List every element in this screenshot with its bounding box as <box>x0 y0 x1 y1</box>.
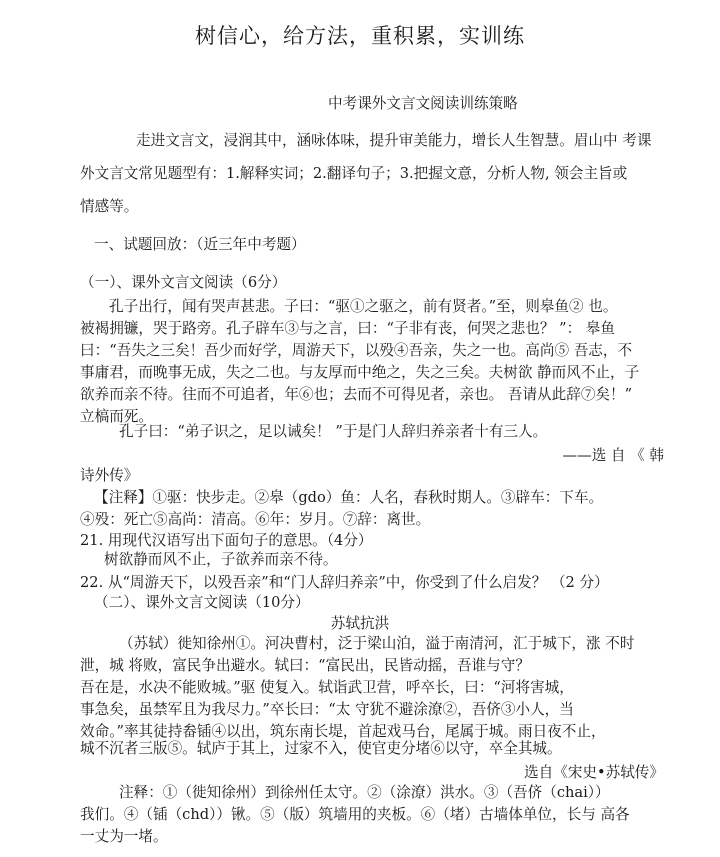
part1-passage-line-2: 被褐拥镰，哭于路旁。孔子辟车③与之言，曰：“子非有丧，何哭之悲也？ ”： 皋鱼 <box>80 320 615 337</box>
part2-note-line-2: 我们。④（锸（chd））锹。⑤（版）筑墙用的夹板。⑥（堵）古墙体单位，长与 高各 <box>80 806 630 823</box>
part1-passage-line-7: 孔子曰：“弟子识之，足以诫矣！ ”于是门人辞归养亲者十有三人。 <box>119 423 548 440</box>
question-21-sentence: 树欲静而风不止，子欲养而亲不待。 <box>104 551 338 568</box>
part2-passage-line-1: （苏轼）徙知徐州①。河决曹村，泛于梁山泊，溢于南清河，汇于城下，涨 不时 <box>119 635 635 652</box>
part1-note-line-2: ④殁：死亡⑤高尚：清高。⑥年：岁月。⑦辞：离世。 <box>80 511 431 528</box>
part1-heading: （一）、课外文言文阅读（6分） <box>80 274 287 291</box>
part1-passage-line-3: 曰：“吾失之三矣！吾少而好学，周游天下，以殁④吾亲，失之一也。高尚⑤ 吾志，不 <box>80 342 633 359</box>
part1-source-line-2: 诗外传》 <box>80 467 139 484</box>
part2-passage-line-3: 吾在是，水决不能败城。”驱 使复入。轼诣武卫营，呼卒长，曰：“河将害城， <box>80 679 574 696</box>
part2-note-line-3: 一丈为一堵。 <box>80 828 168 845</box>
document-title: 树信心，给方法，重积累，实训练 <box>195 24 525 48</box>
part1-passage-line-5: 欲养而亲不待。往而不可追者，年⑥也；去而不可得见者，亲也。 吾请从此辞⑦矣！” <box>80 386 633 403</box>
part1-passage-line-6: 立槁而死。 <box>80 408 153 425</box>
part2-note-line-1: 注释：①（徙知徐州）到徐州任太守。②（涂潦）洪水。③（吾侪（chai）） <box>119 784 610 801</box>
part2-source: 选自《宋史•苏轼传》 <box>524 764 664 781</box>
intro-line-1: 走进文言文，浸润其中，涵咏体味，提升审美能力，增长人生智慧。眉山中 考课 <box>136 132 652 149</box>
section-heading-review: 一、试题回放：（近三年中考题） <box>94 236 306 253</box>
part1-passage-line-4: 事庸君，而晚事无成，失之二也。与友厚而中绝之，失之三矣。夫树欲 静而风不止，子 <box>80 364 640 381</box>
part2-passage-line-5: 效命。”率其徒持畚锸④以出，筑东南长堤，首起戏马台，尾属于城。雨日夜不止， <box>80 723 606 740</box>
question-22: 22. 从“周游天下，以殁吾亲”和“门人辞归养亲”中，你受到了什么启发？ （2 分） <box>80 574 609 591</box>
part2-passage-line-6: 城不沉者三版⑤。轼庐于其上，过家不入，使官吏分堵⑥以守，卒全其城。 <box>80 740 562 757</box>
part2-passage-title: 苏轼抗洪 <box>330 615 390 632</box>
intro-line-3: 情感等。 <box>80 198 139 215</box>
part1-source-line-1: ——选 自 《 韩 <box>562 447 664 464</box>
part2-passage-line-2: 泄，城 将败，富民争出避水。轼曰：“富民出，民皆动摇，吾谁与守？ <box>80 657 530 674</box>
part1-passage-line-1: 孔子出行，闻有哭声甚悲。子曰：“驱①之驱之，前有贤者。”至，则皋鱼② 也。 <box>109 298 618 315</box>
document-subtitle: 中考课外文言文阅读训练策略 <box>328 95 518 112</box>
part2-heading: （二）、课外文言文阅读（10分） <box>94 594 310 611</box>
part2-passage-line-4: 事急矣，虽禁军且为我尽力。”卒长曰：“太 守犹不避涂潦②，吾侪③小人，当 <box>80 701 574 718</box>
intro-line-2: 外文言文常见题型有：1.解释实词；2.翻译句子；3.把握文意，分析人物, 领会主旨或 <box>80 165 628 182</box>
part1-note-line-1: 【注释】①驱：快步走。②皋（gdo）鱼：人名，春秋时期人。③辟车：下车。 <box>94 489 604 506</box>
question-21: 21. 用现代汉语写出下面句子的意思。（4分） <box>80 532 373 549</box>
